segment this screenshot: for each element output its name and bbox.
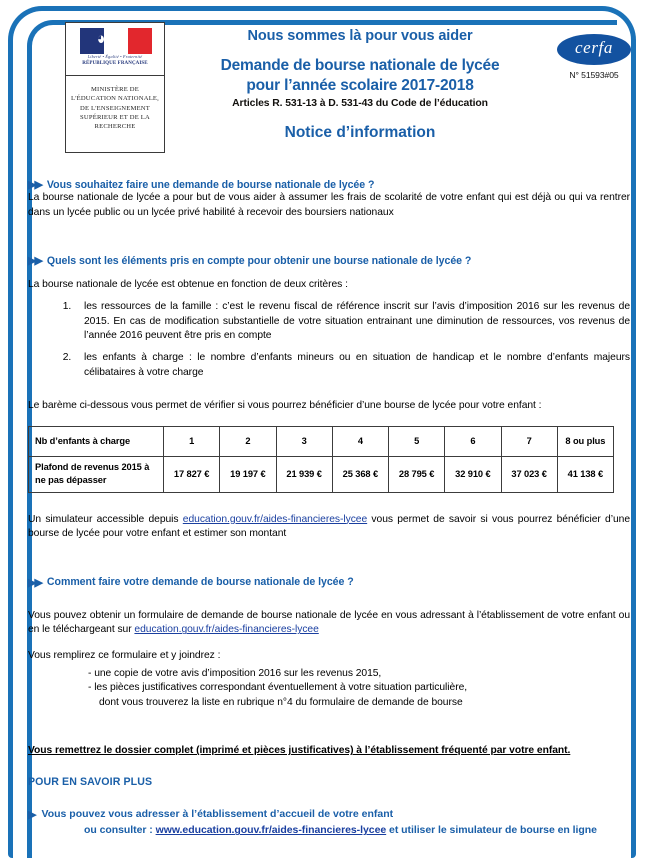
bareme-intro: Le barème ci-dessous vous permet de vérifier si vous pourrez bénéficier d’une bourse de lycée pour votre enfant :: [28, 399, 542, 411]
table-header-children: Nb d’enfants à charge: [29, 426, 164, 456]
criteria-intro: La bourse nationale de lycée est obtenue en fonction de deux critères :: [28, 279, 348, 291]
table-cell-amount: 21 939 €: [276, 456, 332, 492]
attachments-list: [28, 667, 630, 712]
ministry-logo: [65, 22, 165, 153]
table-cell-amount: 17 827 €: [164, 456, 220, 492]
section-heading-1: [28, 178, 630, 191]
list-item: - une copie de votre avis d’imposition 2016 sur les revenus 2015,: [88, 667, 382, 679]
section-heading-1-label: Vous souhaitez faire une demande de bourse nationale de lycée ?: [46, 178, 375, 191]
list-item: 1. les ressources de la famille : c’est le revenu fiscal de référence inscrit sur l’avis d’imposition 2016 sur les revenus de 2015. En cas de modification substantielle de votre situation entrainant une diminution de ressources, vos revenus de l’année 2016 peuvent être pris en compte: [74, 300, 630, 344]
double-arrow-icon: ▶▶: [28, 179, 41, 191]
footer-consult-before: ou consulter :: [84, 824, 156, 837]
table-header-cell: 6: [445, 426, 501, 456]
attachments-intro: Vous remplirez ce formulaire et y joindrez :: [28, 649, 221, 661]
table-cell-amount: 25 368 €: [332, 456, 388, 492]
simulator-link[interactable]: education.gouv.fr/aides-financieres-lycee: [182, 513, 368, 525]
footer-consult-line: [28, 824, 630, 836]
footer-contact-line: [28, 808, 630, 821]
section-heading-3-label: Comment faire votre demande de bourse nationale de lycée ?: [46, 576, 354, 589]
section-heading-2-label: Quels sont les éléments pris en compte pour obtenir une bourse nationale de lycée ?: [46, 254, 472, 267]
simulator-text-before: Un simulateur accessible depuis: [28, 513, 183, 525]
republic-emblem: [66, 23, 164, 76]
table-row: [29, 456, 614, 492]
legal-articles: Articles R. 531-13 à D. 531-43 du Code de l’éducation: [232, 98, 488, 109]
title-block: [170, 28, 550, 142]
list-item: 2. les enfants à charge : le nombre d’enfants mineurs ou en situation de handicap et le nombre d’enfants majeurs célibataires à votre charge: [74, 351, 630, 381]
republic-name: RÉPUBLIQUE FRANÇAISE: [82, 61, 148, 66]
section-heading-3: [28, 576, 630, 589]
criteria-list: [28, 300, 630, 381]
list-item: - les pièces justificatives correspondant éventuellement à votre situation particulière,: [88, 682, 468, 694]
simulator-text-after: vous permet de savoir si vous pourrez bénéficier d’une bourse de lycée pour votre enfant et estimer son montant: [28, 513, 630, 540]
single-arrow-icon: ▶: [28, 809, 37, 822]
document-type: Notice d’information: [284, 124, 436, 141]
section-1-paragraph: La bourse nationale de lycée a pour but de vous aider à assumer les frais de scolarité de votre enfant qui est déjà ou qui va rentrer dans un lycée public ou un lycée privé habilité à recevoir des boursiers nationaux: [28, 192, 630, 218]
table-header-cell: 4: [332, 426, 388, 456]
section-heading-2: [28, 254, 630, 267]
download-form-link[interactable]: education.gouv.fr/aides-financieres-lycee: [134, 624, 319, 636]
table-row-label: Plafond de revenus 2015 à ne pas dépasser: [29, 456, 164, 492]
cerfa-block: [548, 34, 640, 80]
table-header-cell: 5: [389, 426, 445, 456]
cerfa-logo-icon: [557, 34, 631, 65]
footer-contact-label: Vous pouvez vous adresser à l’établissement d’accueil de votre enfant: [41, 808, 394, 821]
footer-consult-after: et utiliser le simulateur de bourse en ligne: [386, 824, 597, 837]
page-title-line2: pour l’année scolaire 2017-2018: [246, 77, 474, 94]
table-header-cell: 3: [276, 426, 332, 456]
table-cell-amount: 28 795 €: [389, 456, 445, 492]
ministry-name: MINISTÈRE DE L'ÉDUCATION NATIONALE, DE L'ENSEIGNEMENT SUPÉRIEUR ET DE LA RECHERCHE: [71, 86, 159, 131]
table-row: [29, 426, 614, 456]
table-header-cell: 7: [501, 426, 557, 456]
page-title-line1: Demande de bourse nationale de lycée: [220, 57, 500, 74]
how-to-apply-paragraph: [28, 609, 630, 638]
cerfa-number: N° 51593#05: [569, 70, 619, 80]
tagline: Nous sommes là pour vous aider: [247, 28, 473, 44]
table-cell-amount: 19 197 €: [220, 456, 276, 492]
table-header-cell: 2: [220, 426, 276, 456]
table-cell-amount: 37 023 €: [501, 456, 557, 492]
republic-motto: Liberté • Égalité • Fraternité: [87, 54, 143, 59]
simulator-paragraph: [28, 513, 630, 542]
income-threshold-table: [28, 426, 614, 493]
document-header: [0, 0, 648, 178]
document-body: [0, 178, 648, 836]
table-header-cell: 8 ou plus: [557, 426, 613, 456]
double-arrow-icon: ▶▶: [28, 576, 41, 589]
french-flag-icon: ◕: [80, 28, 152, 54]
list-item: dont vous trouverez la liste en rubrique n°4 du formulaire de demande de bourse: [99, 697, 463, 709]
learn-more-heading: POUR EN SAVOIR PLUS: [28, 776, 153, 789]
how-to-apply-text: Vous pouvez obtenir un formulaire de demande de bourse nationale de lycée en vous adressant à l’établissement de votre enfant ou en le téléchargeant sur: [28, 609, 630, 636]
table-cell-amount: 32 910 €: [445, 456, 501, 492]
submission-notice: Vous remettrez le dossier complet (imprimé et pièces justificatives) à l’établissement fréquenté par votre enfant.: [28, 745, 571, 757]
double-arrow-icon: ▶▶: [28, 255, 41, 268]
table-header-cell: 1: [164, 426, 220, 456]
cerfa-logo-text: cerfa: [575, 38, 613, 57]
table-cell-amount: 41 138 €: [557, 456, 613, 492]
education-website-link[interactable]: www.education.gouv.fr/aides-financieres-lycee: [155, 824, 387, 837]
